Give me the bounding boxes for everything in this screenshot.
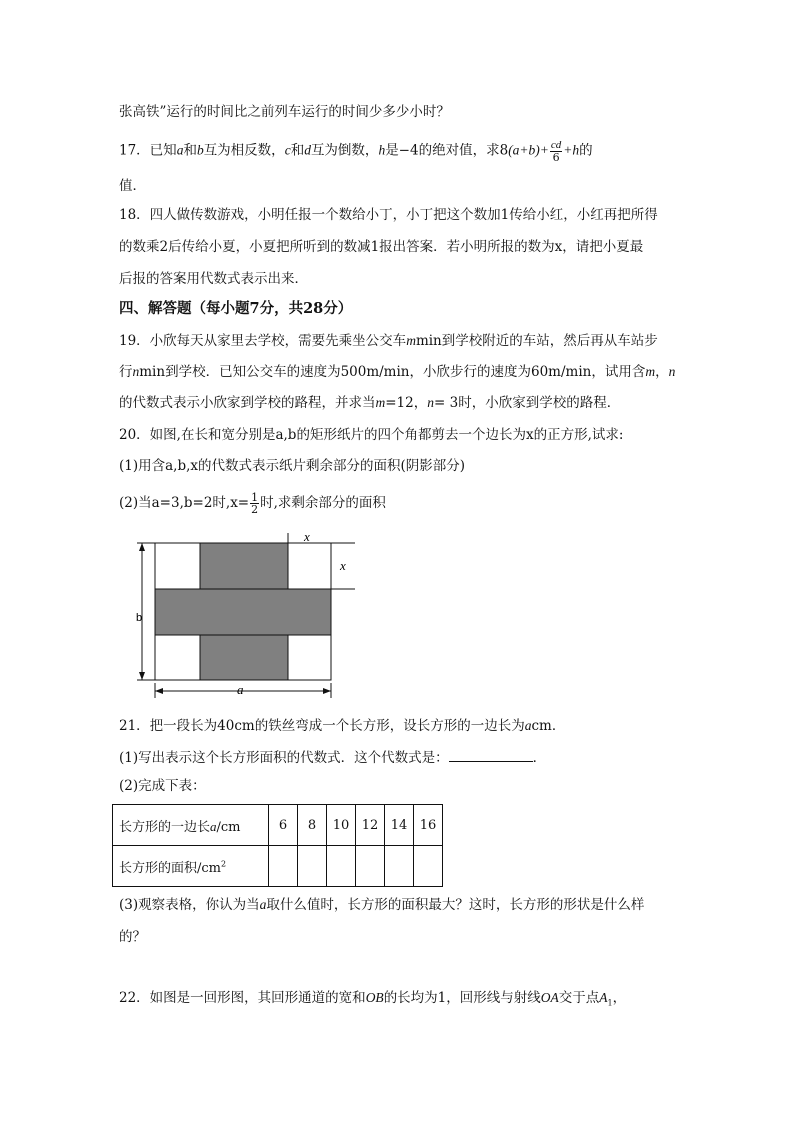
table-cell: 14 xyxy=(385,805,414,846)
table-cell-empty[interactable] xyxy=(385,846,414,887)
corner-square-bottom-left xyxy=(155,635,200,680)
shaded-region-middle xyxy=(155,589,331,635)
table-header-area: 长方形的面积$/cm^2$ xyxy=(113,846,269,887)
label-b: b xyxy=(136,612,143,624)
label-x-right: x xyxy=(340,558,346,573)
table-header-side: 长方形的一边长a/cm xyxy=(113,805,269,846)
question-22-line1: 22．如图是一回形图，其回形通道的宽和OB的长均为1，回形线与射线OA交于点$A_1$， xyxy=(119,990,627,1008)
rectangle-corner-cut-figure xyxy=(130,528,370,703)
table-cell: 8 xyxy=(298,805,327,846)
label-a: a xyxy=(237,682,244,697)
question-21-part3: (3)观察表格，你认为当a取什么值时，长方形的面积最大？这时，长方形的形状是什么样 xyxy=(119,897,645,913)
question-21-part2: (2)完成下表： xyxy=(119,778,206,794)
table-cell-empty[interactable] xyxy=(298,846,327,887)
question-18-line2: 的数乘2后传给小夏，小夏把所听到的数减1报出答案．若小明所报的数为x，请把小夏最 xyxy=(119,239,644,255)
question-21-part1: (1)写出表示这个长方形面积的代数式．这个代数式是： ． xyxy=(119,747,546,768)
table-cell: 10 xyxy=(327,805,356,846)
question-21-part3-cont: 的？ xyxy=(119,929,146,945)
corner-square-bottom-right xyxy=(288,635,331,680)
label-x-top: x xyxy=(304,529,310,544)
question-18-line3: 后报的答案用代数式表示出来． xyxy=(119,271,308,287)
table-row xyxy=(113,805,443,846)
table-cell-empty[interactable] xyxy=(356,846,385,887)
area-table xyxy=(112,804,443,887)
question-20-part2: (2)当a=3,b=2时,x= $\frac{1}{2}$ 时,求剩余部分的面积 xyxy=(119,491,386,516)
question-17-line2: 值． xyxy=(119,178,146,194)
question-17-line1: 17．已知a和b互为相反数，c和d互为倒数，h是−4的绝对值，求8(a+b)+ $\frac{cd}{6}$ +h的 xyxy=(119,139,593,164)
table-cell: 6 xyxy=(269,805,298,846)
fraction-cd-over-6: $\frac{cd}{6}$ xyxy=(550,139,562,164)
answer-blank[interactable] xyxy=(449,747,533,762)
question-20-part1: (1)用含a,b,x的代数式表示纸片剩余部分的面积(阴影部分) xyxy=(119,458,466,474)
section-4-heading: 四、解答题（每小题7分，共28分） xyxy=(119,300,353,317)
corner-square-top-right xyxy=(288,543,331,589)
question-21-line1: 21．把一段长为40cm的铁丝弯成一个长方形，设长方形的一边长为acm． xyxy=(119,718,566,734)
question-18-line1: 18．四人做传数游戏，小明任报一个数给小丁，小丁把这个数加1传给小红，小红再把所得 xyxy=(119,207,658,223)
question-19-line2: 行nmin到学校．已知公交车的速度为500m/min，小欣步行的速度为60m/min，试用含m，n xyxy=(119,364,676,380)
corner-square-top-left xyxy=(155,543,200,589)
table-cell: 16 xyxy=(414,805,443,846)
table-cell-empty[interactable] xyxy=(269,846,298,887)
table-row xyxy=(113,846,443,887)
continued-text: 张高铁”运行的时间比之前列车运行的时间少多少小时？ xyxy=(119,104,450,120)
table-cell: 12 xyxy=(356,805,385,846)
table-cell-empty[interactable] xyxy=(414,846,443,887)
shaded-region-top xyxy=(200,543,288,589)
question-19-line1: 19．小欣每天从家里去学校，需要先乘坐公交车mmin到学校附近的车站，然后再从车站步 xyxy=(119,333,658,349)
shaded-region-bottom xyxy=(200,635,288,680)
question-19-line3: 的代数式表示小欣家到学校的路程，并求当m=12，n= 3时，小欣家到学校的路程． xyxy=(119,395,621,411)
fraction-one-half: $\frac{1}{2}$ xyxy=(251,491,259,516)
question-20-line1: 20．如图,在长和宽分别是a,b的矩形纸片的四个角都剪去一个边长为x的正方形,试求: xyxy=(119,427,624,443)
table-cell-empty[interactable] xyxy=(327,846,356,887)
